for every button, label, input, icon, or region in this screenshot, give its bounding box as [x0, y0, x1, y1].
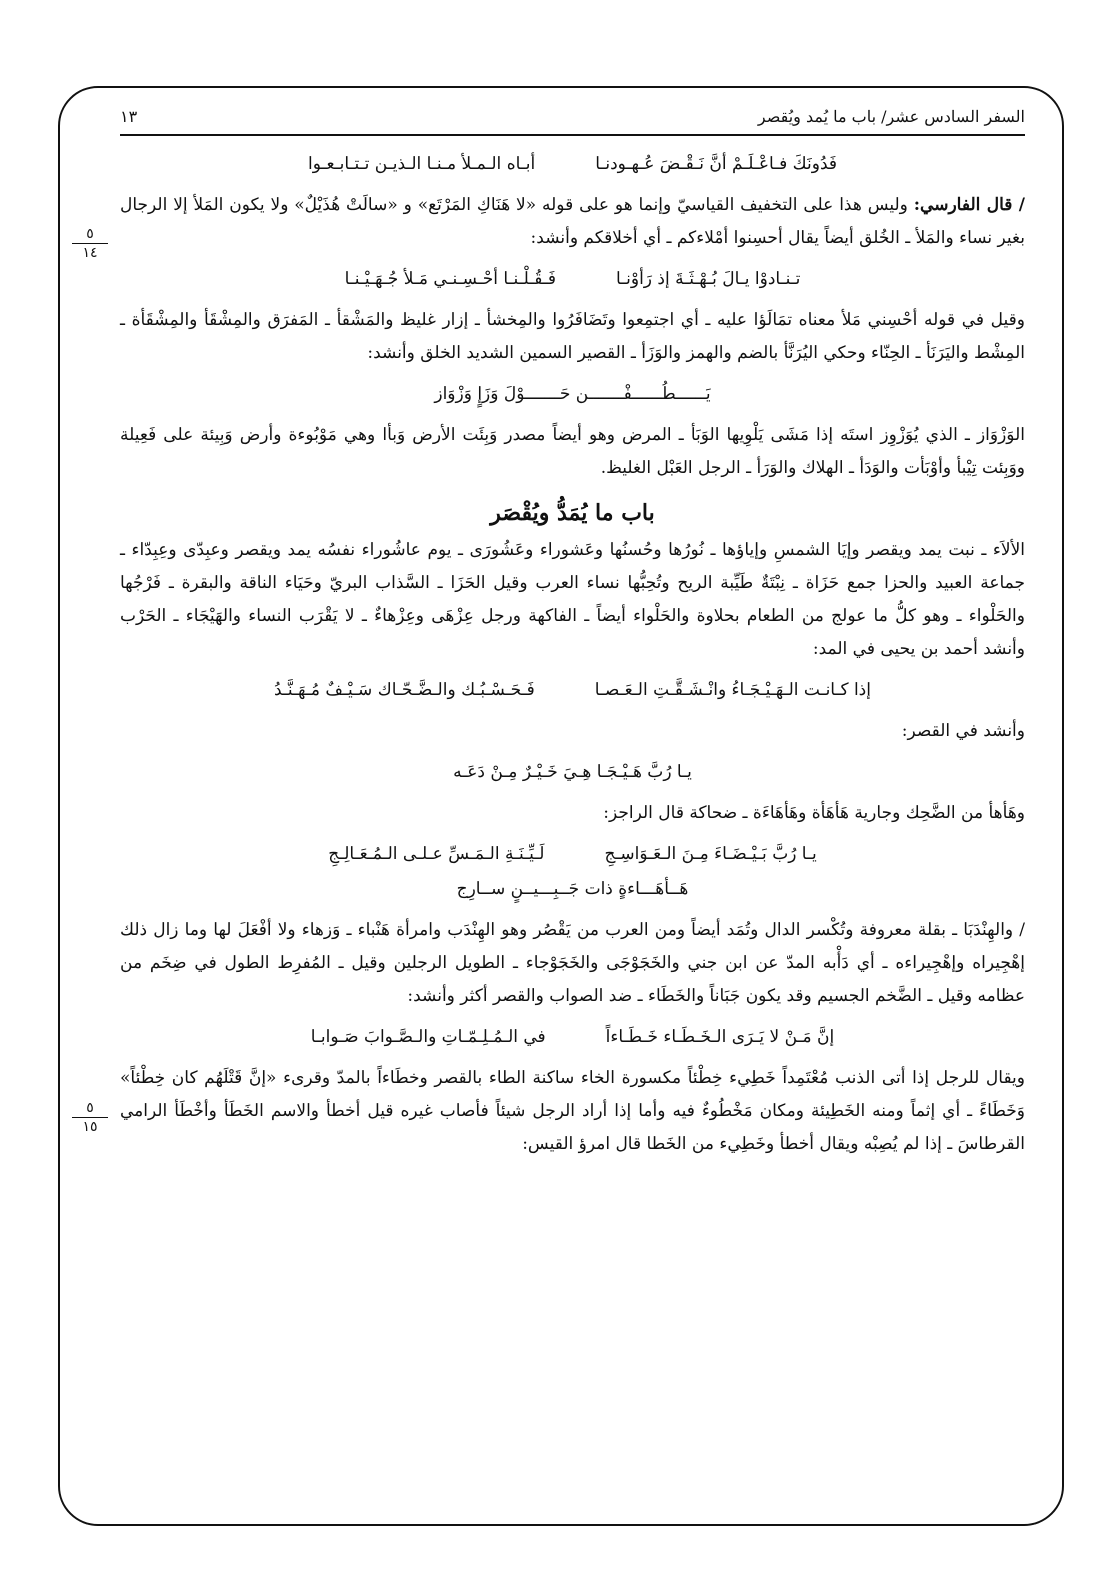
paragraph-text: وليس هذا على التخفيف القياسيّ وإنما هو على قوله «لا هَنَاكِ المَرْتَع» و «سالَتْ هُذَيْلٌ» ولا يكون المَلأ إلا الرجال بغير نساء والمَلأ ـ الخُلق أيضاً يقال أحسِنوا أمْلاءكم ـ أي أخلاقكم وأنشد: [120, 195, 1025, 248]
margin-marker: ٥ ١٤ [72, 226, 108, 261]
verse [120, 838, 1025, 871]
verse-hemistich: تـنـادوْا يـالَ بُـهْـثَـةَ إذ رَأوْنـا [615, 269, 801, 289]
paragraph: الألاَء ـ نبت يمد ويقصر وإيَا الشمسِ وإياؤها ـ نُورُها وحُسنُها وعَشوراء وعَشُورَى ـ يوم عاشُوراء نفسُه يمد ويقصر وعبِدّى وعِبِدّاء ـ جماعة العبيد والحزا جمع حَزَاة ـ نِبْتَةٌ طَيِّبة الريح وتُحِبُّها نساء العرب وقيل الحَزَا ـ السَّذاب البريّ وحَيَاء الناقة والبقرة ـ فَرْجُها والحَلْواء ـ وهو كلُّ ما عولج من الطعام بحلاوة والحَلْواء أيضاً ـ الفاكهة ورجل عِزْهَى وعِزْهاءٌ ـ لا يَقْرَب النساء والهَيْجَاء ـ الحَرْب وأنشد أحمد بن يحيى في المد: [120, 540, 1025, 659]
verse-line: يـا رُبَّ هَـيْـجَـا هِـيَ خَـيْـرٌ مِـنْ دَعَـه [453, 762, 692, 782]
verse-hemistich: فَـقُـلْـنـا أحْـسِـنـي مَـلأ جُـهَـيْـنـا [344, 269, 556, 289]
verse-hemistich: إنَّ مَـنْ لا يَـرَى الـخَـطَـاء خَـطَـاءاً [605, 1027, 835, 1047]
section-title: باب ما يُمَدُّ ويُقْصَر [490, 500, 655, 526]
paragraph: وقيل في قوله أحْسِني مَلأ معناه تمَالَؤا عليه ـ أي اجتمِعوا وتَضَافَرُوا والمِخشأ ـ إزار غليظ والمَشْقأ ـ المَفرَق والمِشْقَأ والمِشْقَأة ـ المِشْط واليَرَنَأ ـ الحِنّاء وحكي اليُرَنَّأ بالضم والهمز والوَزَأ ـ القصير السمين الشديد الخلق وأنشد: [120, 310, 1026, 363]
page-number: ١٣ [120, 106, 138, 126]
speaker-label: / قال الفارسي: [913, 195, 1026, 215]
paragraph: وأنشد في القصر: [901, 721, 1025, 741]
verse-hemistich: فَـحَـسْـبُـك والـضَّـحّـاك سَـيْـفٌ مُـهَـنَّـدُ [274, 680, 535, 700]
verse-hemistich: لَـيِّـنَـةِ الـمَـسِّ عـلـى الـمُـعَـالِـجِ [328, 844, 545, 864]
verse-hemistich: أبـاه الـمـلأ مـنـا الـذيـن تـتـابـعـوا [308, 154, 536, 174]
paragraph: الوَزْوَاز ـ الذي يُوَزْوِز استَه إذا مَشَى يَلْوِيها الوَبَأ ـ المرض وهو أيضاً مصدر وَبِئَت الأرض وَبأا وهي مَوْبُوءة وأرض وَبِيئة على فَعِيلة ووَبِئت تِيْبأ وأوْبَأت والوَدَأ ـ الهلاك والوَرَأ ـ الرجل العَبْل الغليظ. [120, 425, 1025, 478]
document-page [120, 100, 1025, 1165]
paragraph: ويقال للرجل إذا أتى الذنب مُعْتَمِداً خَطِيء خِطْئاً مكسورة الخاء ساكنة الطاء بالقصر وخطَاءاً بالمدّ وقرىء «إنَّ قَتْلَهُم كان خِطْئاً» وَخَطَاءً ـ أي إثماً ومنه الخَطِيئة ومكان مَخْطُوءٌ فيه وأما إذا أراد الرجل شيئاً فأصاب غيره قيل أخطأ والاسم الخَطَأ وأخْطَأ الرامي القرطاسَ ـ إذا لم يُصِبْه ويقال أخطأ وخَطِيء من الخَطا قال امرؤ القيس: [120, 1068, 1025, 1154]
verse [120, 148, 1025, 181]
margin-marker: ٥ ١٥ [72, 1100, 108, 1135]
header-title: السفر السادس عشر/ باب ما يُمد ويُقصر [757, 106, 1025, 126]
verse [120, 674, 1025, 707]
verse-hemistich: في الـمُـلِـمّـاتِ والـصَّـوابَ صَـوابـا [310, 1027, 546, 1047]
verse [120, 263, 1025, 296]
verse-line: يَــــــطُــــــفْـــــــن حَـــــــوْلَ وَزَإٍ وَزْوَاز [434, 384, 711, 404]
verse [120, 1021, 1025, 1054]
paragraph: / والهِنْدَبَا ـ بقلة معروفة وتُكْسر الدال وتُمَد أيضاً ومن العرب من يَقْصُر وهو الهِنْدَب وامرأة هَنْباء ـ وَزهاء ولا أفْعَلَ لها وما زال ذلك إهْجِيراه وإهْجِيراءه ـ أي دَأْبه المدّ عن ابن جني والخَجَوْجَى والخَجَوْجاء ـ الطويل الرجلين وقيل ـ المُفرِط الطول في ضِخَم من عظامه وقيل ـ الضَّخم الجسيم وقد يكون جَبَاناً والخَطَاء ـ ضد الصواب والقصر أكثر وأنشد: [120, 920, 1025, 1006]
paragraph: وهَأهأ من الضَّحِك وجارية هَأهَأة وهَأهَاءَة ـ ضحاكة قال الراجز: [603, 803, 1025, 823]
verse [120, 756, 1025, 789]
paragraph [120, 189, 1025, 255]
verse-hemistich: يـا رُبَّ بَـيْـضَـاءَ مِـنَ الـعَـوَاسِـجِ [604, 844, 817, 864]
verse-hemistich: فَدُونَكَ فـاعْـلَـمْ أنَّ نَـقْـضَ عُـهـودنـا [595, 154, 837, 174]
verse [120, 378, 1025, 411]
running-header [120, 100, 1025, 136]
verse-line: هَــأهَـــاءةٍ ذات جَــبِـــيــنٍ ســارِج [456, 879, 689, 899]
verse [120, 873, 1025, 906]
verse-hemistich: إذا كـانـت الـهَـيْـجَـاءُ وانْـشَـقَّـتِ الـعَـصـا [594, 680, 871, 700]
